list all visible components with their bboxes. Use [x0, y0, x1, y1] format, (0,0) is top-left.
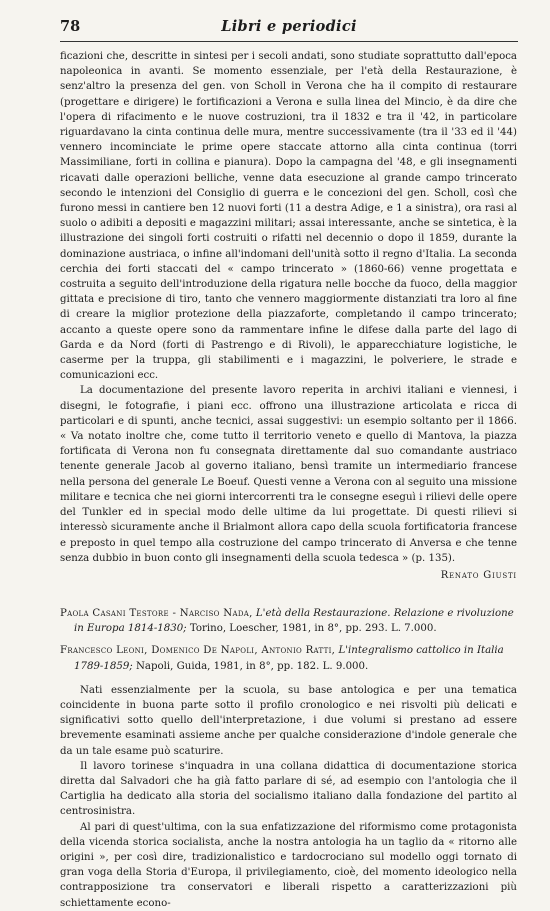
header-rule	[60, 41, 518, 42]
bibliography-title: L'integralismo cattolico in Italia 1789-1859;	[74, 645, 504, 672]
bibliography-authors: Francesco Leoni, Domenico De Napoli, Antonio Ratti,	[60, 645, 336, 657]
bibliography-title: L'età della Restaurazione. Relazione e rivoluzione in Europa 1814-1830;	[74, 607, 514, 635]
review2-paragraph: Nati essenzialmente per la scuola, su base antologica e per una tematica coincidente in buona parte sotto il profilo cronologico e nei risvolti più delicati e significativi sotto quello dell'interpretazione, i due volumi si prestano ad essere brevemente esaminati assieme anche per qualche considerazione d'indole generale che da un tale esame può scaturire.	[60, 684, 517, 757]
bibliography-details: Napoli, Guida, 1981, in 8°, pp. 182. L. 9.000.	[135, 660, 369, 672]
bibliography-authors: Paola Casani Testore - Narciso Nada,	[60, 607, 253, 619]
running-title: Libri e periodici	[221, 18, 357, 35]
review1-paragraph: La documentazione del presente lavoro reperita in archivi italiani e viennesi, i disegni, le fotografie, i piani ecc. offrono una illustrazione articolata e ricca di particolari e di spunti, anche tecnici, assai suggestivi: un esempio soltanto per il 1866. « Va notato inoltre che, come tutto il territorio veneto e quello di Mantova, la piazza fortificata di Verona non fu consegnata direttamente dal suo comandante austriaco tenente generale Jacob al governo italiano, bensì tramite un intermediario francese nella persona del generale Le Boeuf. Questi venne a Verona con al seguito una missione militare e tecnica che nei giorni intercorrenti tra le consegne eseguì i rilievi delle opere del Tunkler ed in special modo delle ultime da lui progettate. Di questi rilievi si interessò sicuramente anche il Brialmont allora capo della scuola fortificatoria francese e preposto in quel tempo alla costruzione del campo trincerato di Anversa e che tenne senza dubbio in buon conto gli insegnamenti della scuola tedesca » (p. 135).	[60, 385, 517, 564]
page-number: 78	[60, 18, 81, 35]
reviewer-signature: Renato Giusti	[440, 569, 517, 581]
review1-paragraph: ficazioni che, descritte in sintesi per i secoli andati, sono studiate soprattutto dall'epoca napoleonica in avanti. Se momento essenziale, per l'età della Restaurazione, è senz'altro la presenza del gen. von Scholl in Verona che ha il compito di restaurare (progettare e dirigere) le fortificazioni a Verona e sulla linea del Mincio, è da dire che l'opera di rifacimento e le nuove costruzioni, tra il 1832 e tra il '42, in particolare riguardavano la cinta continua delle mura, mentre successivamente (tra il '33 ed il '44) vennero incominciate le prime opere staccate attorno alla cinta continua (torri Massimiliane, forti in collina e pianura). Dopo la campagna del '48, e gli insegnamenti ricavati dalle operazioni belliche, venne data esecuzione al grande campo trincerato secondo le intenzioni del Consiglio di guerra e le concezioni del gen. Scholl, così che furono messi in cantiere ben 12 nuovi forti (11 a destra Adige, e 1 a sinistra), ora rasi al suolo o adibiti a depositi e magazzini militari; assai interessante, anche se sintetica, è la illustrazione dei singoli forti costruiti o rifatti nel decennio o dopo il 1859, durante la dominazione austriaca, o infine all'indomani dell'unità sotto il regno d'Italia. La seconda cerchia dei forti staccati del « campo trincerato » (1860-66) venne progettata e costruita a seguito dell'introduzione della rigatura nelle bocche da fuoco, della maggior gittata e precisione di tiro, tanto che vennero maggiormente distanziati tra loro al fine di creare la miglior protezione della piazzaforte, completando il campo trincerato; accanto a queste opere sono da rammentare infine le difese dalla parte del lago di Garda e da Nord (forti di Pastrengo e di Rivoli), le apparecchiature logistiche, le caserme per la truppa, gli stabilimenti e i magazzini, le polveriere, le strade e comunicazioni ecc.	[60, 51, 517, 382]
page-header	[60, 16, 518, 42]
bibliography-details: Torino, Loescher, 1981, in 8°, pp. 293. L. 7.000.	[189, 623, 437, 635]
bibliography-entry	[60, 643, 517, 673]
review2-paragraph: Il lavoro torinese s'inquadra in una collana didattica di documentazione storica diretta dal Salvadori che ha già fatto parlare di sé, ad esempio con l'antologia che il Cartiglia ha dedicato alla storia del socialismo italiano dalla fondazione del partito al centrosinistra.	[60, 760, 517, 818]
bibliography-entry	[60, 606, 517, 636]
review2-paragraph: Al pari di quest'ultima, con la sua enfatizzazione del riformismo come protagonista della vicenda storica socialista, anche la nostra antologia ha un taglio da « ritorno alle origini », per così dire, tradizionalistico e tardocrociano sul modello oggi tornato di gran voga della Storia d'Europa, il privilegiamento, cioè, del momento ideologico nella contrapposizione tra conservatori e liberali rispetto a caratterizzazioni più schiettamente econo-	[60, 821, 517, 909]
page-body	[60, 49, 517, 911]
